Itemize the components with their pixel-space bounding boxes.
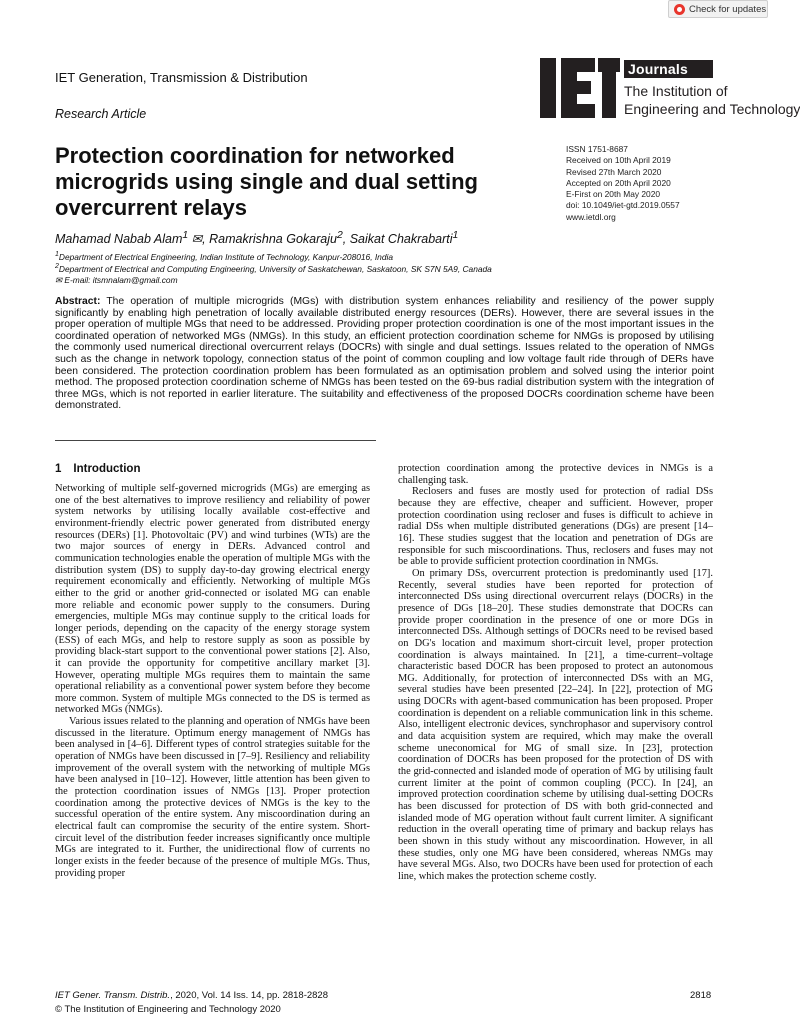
paragraph: protection coordination among the protective devices in NMGs is a challenging task. — [398, 463, 713, 486]
affiliation-1 — [55, 251, 393, 262]
check-for-updates-button[interactable] — [668, 0, 768, 18]
article-metadata — [566, 144, 680, 223]
page-number: 2818 — [690, 990, 712, 1001]
author-list — [55, 230, 458, 246]
author-3-affiliation: 1 — [452, 230, 459, 241]
paragraph: Networking of multiple self-governed microgrids (MGs) are emerging as one of the best alternatives to improve resiliency and reliability of power system networks by utilising locally available cost-effective and environment-friendly electric power generated from distributed energy resources (DERs) [1]. Photovoltaic (PV) and wind turbines (WTs) are the two major sources of energy in DERs. Advanced control and communication technologies enable the operation of multiple MGs with the distribution system (DS) to supply day-to-day growing electrical energy requirement economically and efficiently. Networking of multiple MGs either to the grid or another grid-connected or isolated MG can enable more reliable and economic power supply to the consumers. During emergencies, multiple MGs may continue supply to the critical loads for longer periods, depending on the capacity of the energy storage system (ESS) of each MGs, and help to restore supply as soon as possible by providing black-start support to the conventional power stations [2]. Also, it can provide the opportunity for competitive ancillary market [3]. However, operating multiple MGs requires them to maintain the same operational reliability as a conventional power system before they become more common. System of multiple MGs connected to the DS is termed as networked MGs (NMGs). — [55, 483, 370, 716]
abstract-label: Abstract: — [55, 296, 101, 307]
section-heading-introduction — [55, 463, 140, 475]
crossmark-icon — [674, 4, 685, 15]
journals-label: Journals — [624, 60, 713, 78]
body-column-right — [398, 463, 713, 960]
author-2-affiliation: 2 — [336, 230, 343, 241]
corresponding-author-mail-icon[interactable]: ✉ — [191, 232, 203, 247]
corresponding-email[interactable] — [55, 275, 178, 285]
doi[interactable]: doi: 10.1049/iet-gtd.2019.0557 — [566, 200, 680, 211]
section-number: 1 — [55, 463, 62, 475]
journal-url[interactable]: www.ietdl.org — [566, 211, 616, 222]
email-text: E-mail: itsmnalam@gmail.com — [64, 275, 178, 285]
issn: ISSN 1751-8687 — [566, 144, 628, 154]
body-column-left — [55, 483, 370, 958]
efirst-date: E-First on 20th May 2020 — [566, 189, 661, 200]
institution-name-line1: The Institution of — [624, 83, 728, 99]
revised-date: Revised 27th March 2020 — [566, 166, 662, 177]
author-2: Ramakrishna Gokaraju — [209, 232, 337, 247]
section-title: Introduction — [73, 463, 141, 475]
check-for-updates-label: Check for updates — [689, 3, 767, 15]
abstract — [55, 296, 714, 412]
author-separator: , — [202, 232, 210, 247]
affiliation-2 — [55, 263, 492, 274]
author-1-affiliation: 1 — [182, 230, 189, 241]
affiliation-1-marker: 1 — [55, 251, 59, 258]
paragraph: On primary DSs, overcurrent protection is predominantly used [17]. Recently, several studies have been reported for protection of interconnected DSs using directional overcurrent relays (DOCRs) in the presence of DGs [18–20]. These studies demonstrate that DOCRs can provide proper coordination in the presence of one or more DGs in interconnected DSs. Although settings of DOCRs need to be revised based on DG's location and maximum short-circuit level, proper protection coordination is always maintained. In [21], a time-current–voltage characteristic based DOCR has been proposed to protect an autonomous MG. Additionally, for protection of interconnected DSs with an MG, several studies have been presented [22–24]. In [22], protection of MG using DOCRs with agent-based communication has been proposed. Proper coordination is dependent on a reliable communication link in this scheme. Also, intelligent electronic devices, synchrophasor and supervisory control and data acquisition system are required, which may make the overall scheme uneconomical for MG of small size. In [23], protection coordination of DOCRs has been proposed for the protection of DS with the grid-connected and islanded mode of operation of MG by utilising fault current limiter at the point of common coupling (PCC). In [24], an improved protection coordination scheme by utilising dual-setting DOCRs has been discussed for protection of DS with both grid-connected and islanded mode of MG operation without fault current limiter. A significant reduction in the overall operating time of primary and backup relays has been shown in this study without any miscoordination. However, in all these studies, only one MG have been considered, whereas NMGs may have several MGs. Also, two DOCRs have been used for protection of each line, which makes the protection scheme costly. — [398, 567, 713, 882]
author-separator: , — [342, 232, 350, 247]
paragraph: Reclosers and fuses are mostly used for protection of radial DSs because they are effective, cheaper and sufficient. However, proper protection coordination using recloser and fuses is difficult to achieve in radial DSs when multiple distributed generations (DGs) are present [14–16]. These studies suggest that the location and penetration of DGs are responsible for such miscoordinations. Thus, reclosers and fuses may not be able to provide sufficient protection coordination in NMGs. — [398, 486, 713, 568]
institution-name-line2: Engineering and Technology — [624, 101, 800, 117]
article-type: Research Article — [55, 107, 147, 121]
received-date: Received on 10th April 2019 — [566, 155, 671, 166]
author-3: Saikat Chakrabarti — [349, 232, 453, 247]
footer-copyright: © The Institution of Engineering and Technology 2020 — [55, 1004, 281, 1015]
affiliation-2-text: Department of Electrical and Computing Engineering, University of Saskatchewan, Saskatoon, SK S7N 5A9, Canada — [58, 263, 492, 274]
accepted-date: Accepted on 20th April 2020 — [566, 177, 671, 188]
section-divider — [55, 440, 376, 441]
affiliation-1-text: Department of Electrical Engineering, Indian Institute of Technology, Kanpur-208016, India — [58, 251, 394, 262]
abstract-text: The operation of multiple microgrids (MGs) with distribution system enhances reliability and resiliency of the power supply significantly by enabling high penetration of locally available distributed energy resources (DERs). However, there are several issues in the proper operation of multiple MGs that need to be addressed. Providing proper protection coordination is one of the most important issues in the coordinated operation of networked MGs (NMGs). In this study, an efficient protection coordination scheme for NMGs is proposed by utilising the commonly used numerical directional overcurrent relays (DOCRs) with single and dual settings. Issues related to the operation of NMGs such as the change in network topology, connection status of the point of common coupling and low voltage fault ride through of DERs have been considered. The protection coordination problem has been formulated as an optimisation problem and solved using the interior point method. The proposed protection coordination scheme of NMGs has been tested on the 69-bus radial distribution system with the integration of three MGs, which is not reported in earlier literature. The suitability and effectiveness of the proposed DOCRs coordination scheme have been demonstrated. — [55, 296, 714, 412]
affiliation-2-marker: 2 — [55, 263, 59, 270]
article-title: Protection coordination for networked microgrids using single and dual setting overcurrent relays — [55, 143, 478, 220]
iet-logo-icon — [540, 58, 620, 120]
mail-icon: ✉ — [55, 275, 63, 285]
iet-journals-logo — [540, 58, 800, 122]
footer-citation — [55, 990, 328, 1001]
journal-name: IET Generation, Transmission & Distribution — [55, 70, 308, 85]
paragraph: Various issues related to the planning and operation of NMGs have been discussed in the literature. Optimum energy management of NMGs has been analysed in [4–6]. Different types of control strategies suitable for the operation of NMGs have been discussed in [7–9]. Resiliency and reliability improvement of the overall system with the networking of multiple MGs have been analysed in [10–12]. However, little attention has been given to the protection coordination issues of NMGs [13]. Proper protection coordination among the protective devices of NMGs is the key to the successful operation of the entire system. Any miscoordination during an electrical fault can compromise the security of the entire system. Short-circuit level of the distribution feeder increases significantly once multiple MGs are integrated to it. Further, the unidirectional flow of currents no longer exists in the feeder because of the presence of multiple MGs. Thus, providing proper — [55, 716, 370, 879]
footer-volume-info: , 2020, Vol. 14 Iss. 14, pp. 2818-2828 — [170, 990, 329, 1001]
author-1: Mahamad Nabab Alam — [55, 232, 183, 247]
footer-journal-abbrev: IET Gener. Transm. Distrib. — [55, 990, 171, 1001]
